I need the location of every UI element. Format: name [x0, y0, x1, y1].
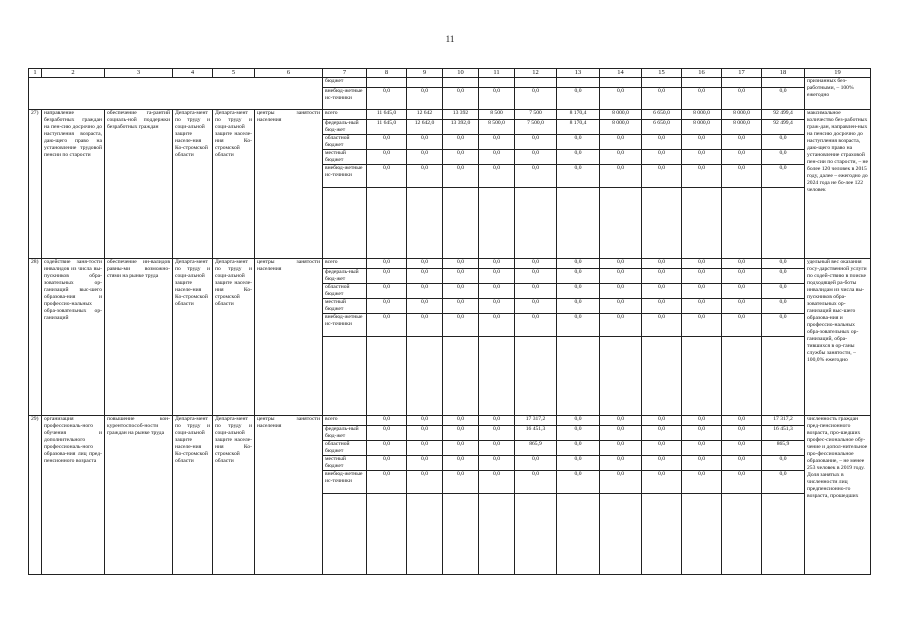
amount-cell: 0,0 — [407, 471, 443, 494]
amount-cell: 0,0 — [682, 471, 722, 494]
amount-cell: 0,0 — [407, 269, 443, 284]
amount-cell: 0,0 — [515, 299, 557, 314]
fin-source-label: внебюд-жетные ис-точники — [323, 165, 367, 188]
amount-cell: 0,0 — [600, 471, 642, 494]
amount-cell: 0,0 — [407, 284, 443, 299]
amount-cell: 0,0 — [600, 165, 642, 188]
fin-source-label: внебюд-жетные ис-точники — [323, 314, 367, 337]
amount-cell: 0,0 — [515, 150, 557, 165]
amount-cell: 0,0 — [407, 299, 443, 314]
amount-cell: 17 317,2 — [515, 416, 557, 426]
amount-cell: 0,0 — [722, 150, 762, 165]
amount-cell: 16 451,3 — [762, 426, 805, 441]
filler-cell — [367, 337, 407, 416]
filler-cell — [557, 337, 600, 416]
amount-cell: 13 392,0 — [443, 120, 479, 135]
amount-cell: 0,0 — [642, 259, 682, 269]
amount-cell: 0,0 — [479, 299, 515, 314]
amount-cell: 0,0 — [642, 416, 682, 426]
amount-cell: 0,0 — [367, 165, 407, 188]
amount-cell: 0,0 — [367, 441, 407, 456]
amount-cell: 0,0 — [682, 416, 722, 426]
amount-cell: 0,0 — [479, 88, 515, 110]
amount-cell — [762, 78, 805, 88]
amount-cell: 0,0 — [642, 165, 682, 188]
filler-cell — [443, 188, 479, 259]
fin-source-label: всего — [323, 259, 367, 269]
fin-source-label: федераль-ный бюд-жет — [323, 120, 367, 135]
amount-cell: 0,0 — [479, 456, 515, 471]
amount-cell: 7 500,0 — [515, 120, 557, 135]
amount-cell: 0,0 — [479, 269, 515, 284]
amount-cell: 0,0 — [762, 165, 805, 188]
filler-cell — [407, 494, 443, 575]
amount-cell: 0,0 — [443, 299, 479, 314]
amount-cell: 0,0 — [515, 314, 557, 337]
amount-cell: 0,0 — [443, 269, 479, 284]
amount-cell: 0,0 — [515, 456, 557, 471]
amount-cell: 6 650,0 — [642, 120, 682, 135]
amount-cell: 0,0 — [642, 135, 682, 150]
amount-cell: 0,0 — [682, 426, 722, 441]
amount-cell: 0,0 — [722, 456, 762, 471]
amount-cell: 0,0 — [642, 314, 682, 337]
amount-cell — [515, 78, 557, 88]
indicator-text: численность граждан пред-пенсионного возраста, про-шедших профес-сиональное обу-чение и допол-нительное про-фессиональное образование, – не менее 253 человек в 2019 году. Доля занятых в численности лиц предпенсионно-го возраста, прошедших — [805, 416, 871, 575]
amount-cell: 8 170,4 — [557, 120, 600, 135]
amount-cell: 0,0 — [367, 135, 407, 150]
column-number-3: 3 — [105, 69, 173, 78]
amount-cell: 0,0 — [642, 150, 682, 165]
amount-cell: 0,0 — [407, 165, 443, 188]
amount-cell: 0,0 — [642, 426, 682, 441]
amount-cell: 12 642 — [407, 110, 443, 120]
filler-cell — [600, 494, 642, 575]
amount-cell: 0,0 — [479, 426, 515, 441]
amount-cell — [367, 78, 407, 88]
fin-source-label: областной бюджет — [323, 284, 367, 299]
filler-cell — [367, 494, 407, 575]
amount-cell: 0,0 — [515, 269, 557, 284]
responsible-executor: Департа-мент по труду и соци-альной защите населе-ния Ко-стромской области — [173, 416, 213, 575]
amount-cell: 11 645,0 — [367, 120, 407, 135]
amount-cell: 8 000,0 — [600, 110, 642, 120]
amount-cell: 0,0 — [557, 284, 600, 299]
amount-cell: 0,0 — [367, 471, 407, 494]
amount-cell: 0,0 — [443, 150, 479, 165]
column-number-18: 18 — [762, 69, 805, 78]
amount-cell: 0,0 — [443, 314, 479, 337]
amount-cell: 865,9 — [515, 441, 557, 456]
amount-cell: 0,0 — [557, 314, 600, 337]
amount-cell: 0,0 — [407, 456, 443, 471]
indicator-text: максимальное количество без-работных граж-дан, направлен-ных на пенсию досрочно до наступления возраста, даю-щего право на установление страховой пен-сии по старости, – не более 120 человек в 2015 году, далее – ежегодно до 2024 года не бо-лее 122 человек — [805, 110, 871, 259]
amount-cell: 0,0 — [600, 284, 642, 299]
responsible-executor: Департа-мент по труду и соци-альной защите населе-ния Ко-стромской области — [173, 110, 213, 259]
filler-cell — [682, 337, 722, 416]
amount-cell: 0,0 — [722, 299, 762, 314]
column-number-15: 15 — [642, 69, 682, 78]
column-number-12: 12 — [515, 69, 557, 78]
amount-cell: 0,0 — [600, 416, 642, 426]
filler-cell — [600, 337, 642, 416]
column-number-11: 11 — [479, 69, 515, 78]
filler-cell — [515, 494, 557, 575]
amount-cell: 0,0 — [479, 259, 515, 269]
amount-cell: 0,0 — [367, 259, 407, 269]
program-table — [28, 68, 871, 575]
amount-cell: 0,0 — [479, 314, 515, 337]
fin-source-label: местный бюджет — [323, 456, 367, 471]
amount-cell: 6 650,0 — [642, 110, 682, 120]
amount-cell: 0,0 — [642, 269, 682, 284]
fin-source-label: местный бюджет — [323, 299, 367, 314]
amount-cell: 0,0 — [600, 314, 642, 337]
amount-cell: 0,0 — [407, 314, 443, 337]
amount-cell: 0,0 — [557, 165, 600, 188]
amount-cell: 0,0 — [762, 88, 805, 110]
amount-cell: 0,0 — [515, 284, 557, 299]
amount-cell: 0,0 — [557, 88, 600, 110]
measure-row — [29, 259, 871, 269]
amount-cell: 8 170,4 — [557, 110, 600, 120]
filler-cell — [515, 337, 557, 416]
amount-cell — [443, 78, 479, 88]
continued-empty-cell — [29, 78, 323, 110]
amount-cell — [642, 78, 682, 88]
amount-cell: 0,0 — [722, 88, 762, 110]
amount-cell: 0,0 — [443, 426, 479, 441]
measure-number: 27) — [29, 110, 42, 259]
amount-cell: 0,0 — [443, 135, 479, 150]
amount-cell: 0,0 — [600, 135, 642, 150]
amount-cell: 16 451,3 — [515, 426, 557, 441]
filler-cell — [600, 188, 642, 259]
amount-cell: 0,0 — [642, 471, 682, 494]
amount-cell: 0,0 — [479, 135, 515, 150]
measure-task: повышение кон-курентоспособ-ности граждан на рынке труда — [105, 416, 173, 575]
amount-cell: 0,0 — [407, 88, 443, 110]
column-number-13: 13 — [557, 69, 600, 78]
amount-cell: 0,0 — [722, 165, 762, 188]
amount-cell: 0,0 — [682, 441, 722, 456]
filler-cell — [762, 494, 805, 575]
filler-cell — [407, 188, 443, 259]
amount-cell: 8 000,0 — [722, 120, 762, 135]
amount-cell: 0,0 — [600, 426, 642, 441]
amount-cell: 0,0 — [642, 299, 682, 314]
amount-cell: 0,0 — [682, 135, 722, 150]
amount-cell: 0,0 — [600, 269, 642, 284]
amount-cell: 0,0 — [407, 426, 443, 441]
amount-cell: 0,0 — [600, 150, 642, 165]
amount-cell: 0,0 — [407, 441, 443, 456]
filler-cell — [479, 188, 515, 259]
amount-cell — [479, 78, 515, 88]
column-number-9: 9 — [407, 69, 443, 78]
amount-cell: 0,0 — [722, 269, 762, 284]
continued-row-budget — [29, 78, 871, 88]
filler-cell — [682, 494, 722, 575]
responsible-executor: Департа-мент по труду и соци-альной защите населе-ния Ко-стромской области — [173, 259, 213, 416]
measure-number: 28) — [29, 259, 42, 416]
amount-cell: 11 645,0 — [367, 110, 407, 120]
amount-cell: 0,0 — [557, 299, 600, 314]
amount-cell: 0,0 — [642, 456, 682, 471]
column-number-6: 6 — [255, 69, 323, 78]
measure-name: направление безработных граждан на пен-сию досрочно до наступления возраста, даю-щего право на установление трудовой пенсии по старости — [42, 110, 105, 259]
amount-cell: 0,0 — [762, 269, 805, 284]
column-number-8: 8 — [367, 69, 407, 78]
fin-source-label: областной бюджет — [323, 135, 367, 150]
amount-cell: 0,0 — [479, 165, 515, 188]
measure-row — [29, 110, 871, 120]
fin-source-label: областной бюджет — [323, 441, 367, 456]
amount-cell: 0,0 — [407, 259, 443, 269]
amount-cell: 0,0 — [557, 416, 600, 426]
amount-cell: 0,0 — [443, 456, 479, 471]
amount-cell: 0,0 — [682, 269, 722, 284]
amount-cell: 0,0 — [722, 284, 762, 299]
amount-cell: 0,0 — [722, 314, 762, 337]
measure-name: организация профессиональ-ного обучения и дополнительного профессиональ-ного образова-ния лиц пред-пенсионного возраста — [42, 416, 105, 575]
filler-cell — [443, 337, 479, 416]
filler-cell — [722, 494, 762, 575]
filler-cell — [682, 188, 722, 259]
filler-cell — [557, 188, 600, 259]
amount-cell: 0,0 — [367, 284, 407, 299]
fin-source-label: местный бюджет — [323, 150, 367, 165]
amount-cell: 0,0 — [682, 456, 722, 471]
amount-cell: 0,0 — [722, 135, 762, 150]
amount-cell: 0,0 — [762, 284, 805, 299]
amount-cell: 0,0 — [557, 259, 600, 269]
page-number: 11 — [445, 34, 455, 44]
fin-source-label: всего — [323, 110, 367, 120]
amount-cell: 7 500 — [515, 110, 557, 120]
amount-cell: 0,0 — [682, 284, 722, 299]
amount-cell: 0,0 — [722, 426, 762, 441]
amount-cell: 8 500,0 — [479, 120, 515, 135]
amount-cell: 12 642,0 — [407, 120, 443, 135]
amount-cell: 0,0 — [682, 314, 722, 337]
amount-cell: 0,0 — [682, 150, 722, 165]
amount-cell: 0,0 — [682, 259, 722, 269]
amount-cell: 8 000,0 — [682, 120, 722, 135]
filler-cell — [642, 188, 682, 259]
column-number-5: 5 — [213, 69, 255, 78]
fin-source-label: всего — [323, 416, 367, 426]
amount-cell: 0,0 — [479, 416, 515, 426]
amount-cell: 0,0 — [407, 135, 443, 150]
amount-cell: 0,0 — [479, 284, 515, 299]
amount-cell: 0,0 — [762, 150, 805, 165]
amount-cell: 0,0 — [557, 471, 600, 494]
amount-cell: 0,0 — [600, 88, 642, 110]
column-number-7: 7 — [323, 69, 367, 78]
column-number-2: 2 — [42, 69, 105, 78]
amount-cell: 0,0 — [557, 456, 600, 471]
amount-cell: 92 499,4 — [762, 110, 805, 120]
amount-cell: 0,0 — [722, 259, 762, 269]
filler-cell — [443, 494, 479, 575]
amount-cell: 0,0 — [443, 441, 479, 456]
column-number-14: 14 — [600, 69, 642, 78]
amount-cell — [557, 78, 600, 88]
amount-cell: 0,0 — [479, 471, 515, 494]
fin-source-label: федераль-ный бюд-жет — [323, 269, 367, 284]
filler-cell — [323, 188, 367, 259]
amount-cell: 0,0 — [762, 456, 805, 471]
amount-cell: 0,0 — [479, 441, 515, 456]
amount-cell: 0,0 — [367, 456, 407, 471]
participant: центры занятости населения — [255, 259, 323, 416]
amount-cell: 0,0 — [479, 150, 515, 165]
filler-cell — [642, 494, 682, 575]
amount-cell: 0,0 — [407, 150, 443, 165]
indicator-text: удельный вес оказания госу-дарственной услуги по содей-ствию в поиске подходящей ра-боты инвалидам из числа вы-пускников обра-зовательных ор-ганизаций выс-шего образова-ния и профессио-нальных обра-зовательных ор-ганизаций, обра-тившихся в ор-ганы службы занятости, – 100,0% ежегодно — [805, 259, 871, 416]
co-executor: Департа-мент по труду и соци-альной защите населе-ния Ко-стромской области — [213, 259, 255, 416]
amount-cell — [682, 78, 722, 88]
fin-source-label: внебюд-жетные ис-точники — [323, 88, 367, 110]
co-executor: Департа-мент по труду и соци-альной защите населе-ния Ко-стромской области — [213, 416, 255, 575]
filler-cell — [479, 494, 515, 575]
co-executor: Департа-мент по труду и соци-альной защите населе-ния Ко-стромской области — [213, 110, 255, 259]
amount-cell — [407, 78, 443, 88]
filler-cell — [323, 337, 367, 416]
amount-cell: 0,0 — [762, 259, 805, 269]
column-number-16: 16 — [682, 69, 722, 78]
amount-cell: 0,0 — [762, 471, 805, 494]
amount-cell: 0,0 — [367, 314, 407, 337]
fin-source-label: федераль-ный бюд-жет — [323, 426, 367, 441]
amount-cell: 0,0 — [722, 441, 762, 456]
amount-cell: 17 317,2 — [762, 416, 805, 426]
amount-cell: 8 000,0 — [600, 120, 642, 135]
filler-cell — [367, 188, 407, 259]
amount-cell: 0,0 — [367, 88, 407, 110]
measure-number: 29) — [29, 416, 42, 575]
amount-cell: 0,0 — [443, 416, 479, 426]
column-number-4: 4 — [173, 69, 213, 78]
amount-cell: 0,0 — [557, 135, 600, 150]
filler-cell — [642, 337, 682, 416]
amount-cell: 0,0 — [600, 259, 642, 269]
amount-cell: 0,0 — [443, 88, 479, 110]
amount-cell: 865,9 — [762, 441, 805, 456]
amount-cell: 0,0 — [762, 299, 805, 314]
column-number-1: 1 — [29, 69, 42, 78]
measure-task: обеспечение ин-валидов равны-ми возможно-стями на рынке труда — [105, 259, 173, 416]
filler-cell — [479, 337, 515, 416]
amount-cell: 13 392 — [443, 110, 479, 120]
column-number-19: 19 — [805, 69, 871, 78]
amount-cell: 0,0 — [600, 456, 642, 471]
amount-cell: 0,0 — [367, 150, 407, 165]
amount-cell: 0,0 — [722, 471, 762, 494]
amount-cell: 0,0 — [367, 416, 407, 426]
filler-cell — [557, 494, 600, 575]
column-number-row — [29, 69, 871, 78]
filler-cell — [323, 494, 367, 575]
amount-cell: 0,0 — [762, 135, 805, 150]
amount-cell: 0,0 — [515, 165, 557, 188]
amount-cell: 0,0 — [722, 416, 762, 426]
filler-cell — [762, 337, 805, 416]
amount-cell: 0,0 — [443, 259, 479, 269]
fin-source-label: бюджет — [323, 78, 367, 88]
amount-cell: 0,0 — [515, 471, 557, 494]
filler-cell — [407, 337, 443, 416]
amount-cell: 0,0 — [762, 314, 805, 337]
filler-cell — [515, 188, 557, 259]
amount-cell: 0,0 — [682, 165, 722, 188]
amount-cell: 0,0 — [515, 259, 557, 269]
amount-cell: 0,0 — [443, 165, 479, 188]
filler-cell — [722, 188, 762, 259]
amount-cell: 0,0 — [515, 135, 557, 150]
amount-cell: 0,0 — [642, 284, 682, 299]
amount-cell: 92 499,4 — [762, 120, 805, 135]
measure-name: содействие заня-тости инвалидов из числа вы-пускников обра-зовательных ор-ганизаций выс-шего образова-ния и профессио-нальных обра-зовательных ор-ганизаций — [42, 259, 105, 416]
amount-cell: 0,0 — [557, 426, 600, 441]
fin-source-label: внебюд-жетные ис-точники — [323, 471, 367, 494]
filler-cell — [762, 188, 805, 259]
measure-task: обеспечение га-рантий социаль-ной поддержки безработных граждан — [105, 110, 173, 259]
amount-cell: 0,0 — [600, 299, 642, 314]
amount-cell: 8 000,0 — [682, 110, 722, 120]
amount-cell: 0,0 — [367, 426, 407, 441]
amount-cell: 0,0 — [642, 88, 682, 110]
amount-cell: 0,0 — [557, 150, 600, 165]
amount-cell — [600, 78, 642, 88]
amount-cell: 0,0 — [515, 88, 557, 110]
measure-row — [29, 416, 871, 426]
amount-cell: 0,0 — [682, 88, 722, 110]
amount-cell: 0,0 — [367, 299, 407, 314]
amount-cell: 8 000,0 — [722, 110, 762, 120]
amount-cell: 0,0 — [367, 269, 407, 284]
column-number-17: 17 — [722, 69, 762, 78]
amount-cell: 0,0 — [557, 441, 600, 456]
amount-cell: 0,0 — [443, 284, 479, 299]
amount-cell: 0,0 — [682, 299, 722, 314]
amount-cell: 0,0 — [443, 471, 479, 494]
filler-cell — [722, 337, 762, 416]
column-number-10: 10 — [443, 69, 479, 78]
amount-cell: 0,0 — [642, 441, 682, 456]
amount-cell: 8 500 — [479, 110, 515, 120]
amount-cell: 0,0 — [407, 416, 443, 426]
participant: центры занятости населения — [255, 416, 323, 575]
amount-cell: 0,0 — [557, 269, 600, 284]
participant: центры занятости населения — [255, 110, 323, 259]
amount-cell: 0,0 — [600, 441, 642, 456]
amount-cell — [722, 78, 762, 88]
indicator-text: признанных без-работными, – 100% ежегодно — [805, 78, 871, 110]
